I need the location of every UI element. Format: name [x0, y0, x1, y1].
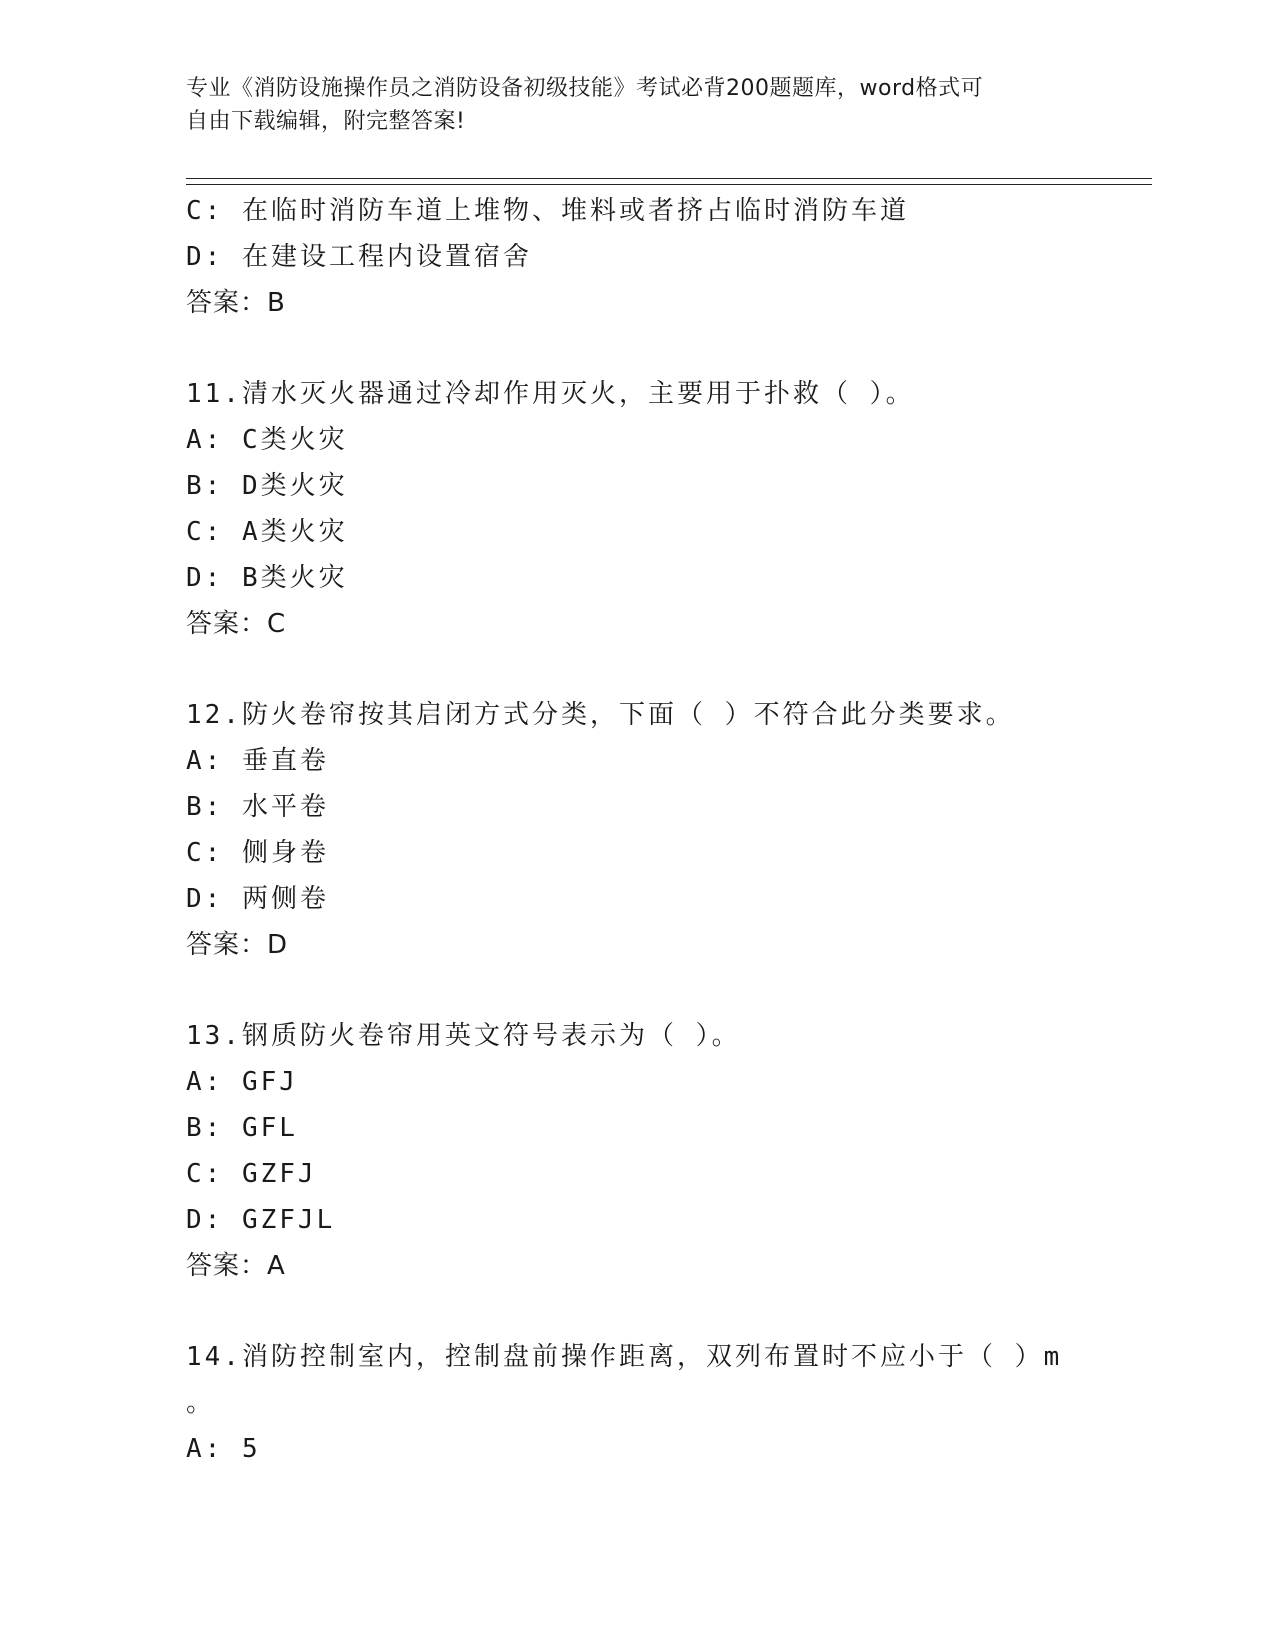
option-a: A: 5 — [186, 1434, 261, 1464]
option-d: D: 在建设工程内设置宿舍 — [186, 242, 532, 272]
question-12 — [186, 692, 1146, 968]
document-header — [186, 72, 1066, 138]
option-b: B: D类火灾 — [186, 471, 348, 501]
question-14 — [186, 1334, 1146, 1472]
question-text-continued: 。 — [186, 1388, 216, 1418]
option-b: B: 水平卷 — [186, 792, 329, 822]
header-line-2: 自由下载编辑，附完整答案! — [186, 109, 466, 134]
question-10-partial — [186, 188, 1146, 326]
header-divider-bottom — [186, 184, 1152, 185]
option-c: C: A类火灾 — [186, 517, 348, 547]
question-list — [186, 188, 1146, 1472]
header-line-1: 专业《消防设施操作员之消防设备初级技能》考试必背200题题库，word格式可 — [186, 76, 984, 101]
answer-line: 答案：C — [186, 609, 287, 639]
option-c: C: GZFJ — [186, 1159, 317, 1189]
option-b: B: GFL — [186, 1113, 298, 1143]
answer-line: 答案：D — [186, 930, 289, 960]
question-text: 12.防火卷帘按其启闭方式分类，下面（ ）不符合此分类要求。 — [186, 700, 1015, 730]
question-text: 14.消防控制室内，控制盘前操作距离，双列布置时不应小于（ ）m — [186, 1342, 1063, 1372]
answer-line: 答案：A — [186, 1251, 286, 1281]
question-11 — [186, 371, 1146, 647]
option-a: A: C类火灾 — [186, 425, 348, 455]
option-a: A: GFJ — [186, 1067, 298, 1097]
option-d: D: B类火灾 — [186, 563, 348, 593]
option-c: C: 在临时消防车道上堆物、堆料或者挤占临时消防车道 — [186, 196, 909, 226]
answer-line: 答案：B — [186, 288, 286, 318]
option-a: A: 垂直卷 — [186, 746, 329, 776]
question-text: 11.清水灭火器通过冷却作用灭火，主要用于扑救（ ）。 — [186, 379, 915, 409]
question-13 — [186, 1013, 1146, 1289]
option-d: D: 两侧卷 — [186, 884, 329, 914]
option-d: D: GZFJL — [186, 1205, 336, 1235]
option-c: C: 侧身卷 — [186, 838, 329, 868]
question-text: 13.钢质防火卷帘用英文符号表示为（ ）。 — [186, 1021, 741, 1051]
header-divider-top — [186, 178, 1152, 179]
